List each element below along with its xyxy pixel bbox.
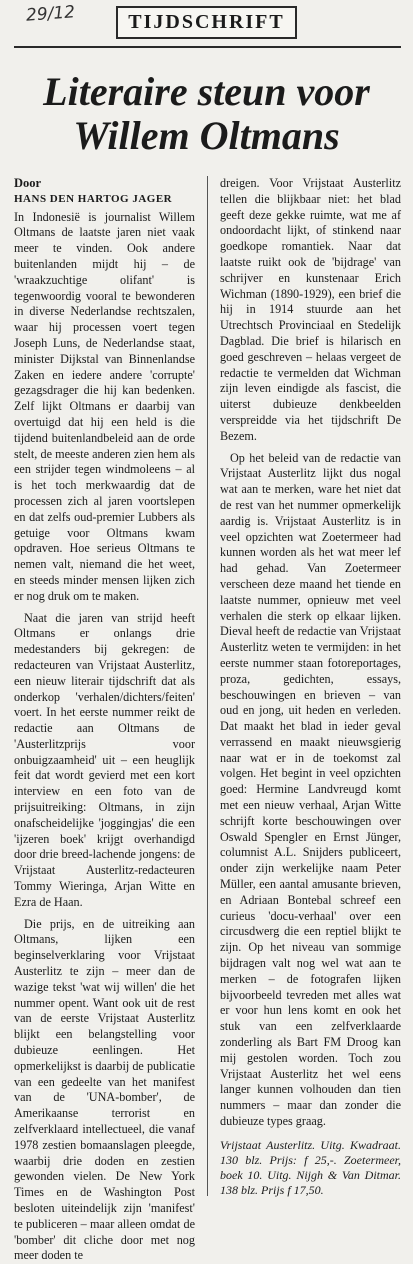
article-columns [14,176,401,1263]
section-label: TIJDSCHRIFT [116,6,296,39]
paragraph: dreigen. Voor Vrijstaat Austerlitz tellen die blijkbaar niet: het blad geeft deze gekke ruimte, wat me af ondoordacht lijkt, of stinkend naar goedkope romantiek. Naar dat laatste ruikt ook de 'bijdrage' van schrijver en kunstenaar Erich Wichman (1890-1929), een brief die hij in 1914 stuurde aan het Utrechtsch Provinciaal en Stedelijk Dagblad. Die brief is hilarisch en goed geschreven – helaas vergeet de redactie te vermelden dat Wichman zijn leven eindigde als fascist, die uiterst dubieuze denkbeelden verspreidde via het tijdschrift De Bezem. [220,176,401,443]
header-rule [14,46,401,48]
handwritten-date: 29/12 [25,2,76,26]
paragraph: Die prijs, en de uitreiking aan Oltmans, lijken een beginselverklaring voor Vrijstaat Austerlitz te zijn – meer dan de wazige tekst 'wat wij willen' die het nummer opent. Want ook uit de rest van de eerste Vrijstaat Austerlitz blijkt een belangstelling voor dubieuze eenlingen. Het opmerkelijkst is daarbij de publicatie van een gedeelte van het manifest van de 'UNA-bomber', de Amerikaanse terrorist en zelfverklaard intellectueel, die vanaf 1978 zestien bomaanslagen pleegde, waarbij drie doden en zestien gewonden vielen. De New York Times en de Washington Post besloten uiteindelijk zijn 'manifest' te publiceren – maar alleen omdat de 'bomber' dit cliche door met nog meer doden te [14,916,195,1263]
paragraph: Naat die jaren van strijd heeft Oltmans er onlangs drie medestanders bij gekregen: de redacteuren van Vrijstaat Austerlitz, een nieuw literair tijdschrift dat als onderkop 'verhalen/dichters/feiten' voert. In het eerste nummer reikt de redactie aan Oltmans de 'Austerlitzprijs voor onbuigzaamheid' uit – een heuglijk feit dat wordt gevierd met een kort interview en een foto van de prijsuitreiking: Oltmans, in zijn onafscheidelijke 'joggingjas' die een 'ijzeren boek' krijgt overhandigd door drie breed-lachende jongens: de Vrijstaat Austerlitz-redacteuren Tommy Wieringa, Arjan Witte en Ezra de Haan. [14,610,195,909]
headline [8,70,405,158]
byline-author: HANS DEN HARTOG JAGER [14,192,173,205]
headline-line-1: Literaire steun voor [43,69,370,114]
paragraph: Op het beleid van de redactie van Vrijstaat Austerlitz lijkt dus nogal wat aan te merken, ware het niet dat de rest van het nummer opmerkelijk aardig is. Vrijstaat Austerlitz is in veel opzichten wat Zoetermeer had kunnen worden als het wat meer lef had gehad. Van Zoetermeer verscheen deze maand het tiende en laatste nummer, opnieuw met veel verhalen die sterk op elkaar lijken. Dieval heeft de redactie van Vrijstaat Austerlitz weten te vermijden: in het eerste nummer staan fotoreportages, proza, gedichten, essays, beschouwingen en brieven – van oud en jong, uit heden en verleden. Dat maakt het blad in ieder geval verrassend en maakt nieuwsgierig naar wat er in de toekomst zal volgen. Het begint in veel opzichten goed: Hermine Landvreugd komt met een nieuw verhaal, Arjan Witte schrijft korte beschouwingen over Oswald Spengler en Ernst Jünger, columnist A.L. Snijders publiceert, onder zijn werkelijke naam Peter Müller, een aantal amusante brieven, en Adriaan Bontebal schreef een curieus 'docu-verhaal' over een circusdwerg die een reptiel blijkt te zijn. Op het niveau van sommige bijdragen valt nog wel wat aan te merken – de fotografen lijken bijvoorbeeld tevreden met alles wat er voor hun lens komt en ook het stuk van een zelfverklaarde zonderling als Bart FM Droog kan mij gestolen worden. Toch zou Vrijstaat Austerlitz het wel eens langer kunnen volhouden dan tien nummers – maar dan zonder die dubieuze types graag. [220,450,401,1129]
column-divider [207,176,208,1196]
paragraph: In Indonesië is journalist Willem Oltmans de laatste jaren niet vaak meer te vinden. Ook andere buitenlanden mijdt hij – de 'wraakzuchtige olifant' is tegenwoordig vooral te bewonderen in diverse Nederlandse rechtszalen, waar hij processen voert tegen Joseph Luns, de Nederlandse staat, minister Dijkstal van Binnenlandse Zaken en iedere andere 'corrupte' gezagsdrager die hij kan bedenken. Zelf lijkt Oltmans er daarbij van overtuigd dat hij een held is die tijdend buitenlandbeleid aan de orde stelt, de meeste anderen zien hem als een strijder tegen windmoleens – al is het toch merkwaardig dat de processen zich al jaren voortslepen en dat zelfs oud-premier Lubbers als getuige voor Oltmans kwam opdraven. Hoe serieus Oltmans te nemen valt, niemand die het weet, en steeds minder mensen lijken zich er nog druk om te maken. [14,209,195,603]
column-left [14,176,195,1263]
headline-line-2: Willem Oltmans [73,113,340,158]
column-right [220,176,401,1196]
byline-label: Door [14,176,42,190]
colophon: Vrijstaat Austerlitz. Uitg. Kwadraat. 130 blz. Prijs: f 25,-. Zoetermeer, boek 10. Uitg. Nijgh & Van Ditmar. 138 blz. Prijs f 17,50. [220,1137,401,1197]
section-header [0,6,413,36]
